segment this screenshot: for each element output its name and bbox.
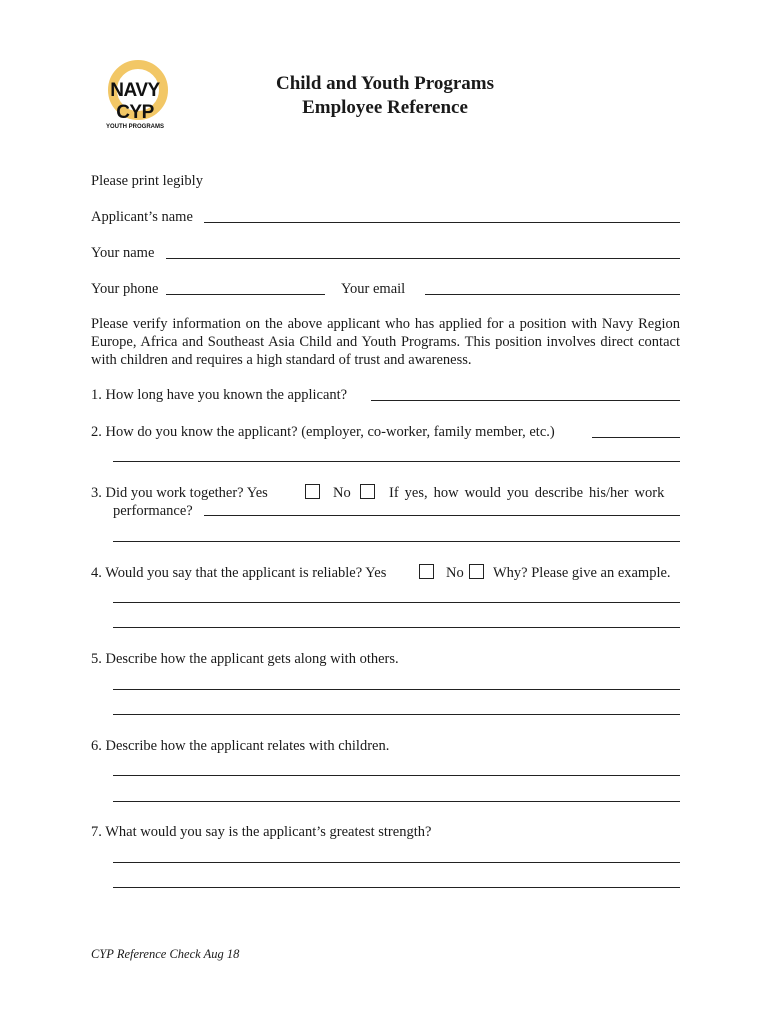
q4-yes-checkbox[interactable]: [419, 564, 434, 579]
answer-6-line-1[interactable]: [113, 775, 680, 776]
your-phone-field[interactable]: [166, 294, 325, 295]
page-title: [0, 72, 770, 120]
your-name-label: Your name: [91, 245, 155, 261]
q4-no-label: No: [446, 565, 464, 581]
intro-paragraph: Please verify information on the above applicant who has applied for a position with Navy Region Europe, Africa and Southeast Asia Child and Youth Programs. This position involves direct contact with children and requires a high standard of trust and awareness.: [91, 316, 680, 368]
q3-no-checkbox[interactable]: [360, 484, 375, 499]
q3-no-label: No: [333, 485, 351, 501]
question-4: 4. Would you say that the applicant is reliable? Yes: [91, 565, 387, 581]
answer-4-line-2[interactable]: [113, 627, 680, 628]
answer-4-line-1[interactable]: [113, 602, 680, 603]
question-7: 7. What would you say is the applicant’s greatest strength?: [91, 824, 432, 840]
question-3: 3. Did you work together? Yes: [91, 485, 268, 501]
applicant-name-label: Applicant’s name: [91, 209, 193, 225]
answer-3-field[interactable]: [204, 515, 680, 516]
applicant-name-field[interactable]: [204, 222, 680, 223]
answer-7-line-1[interactable]: [113, 862, 680, 863]
question-1: 1. How long have you known the applicant?: [91, 387, 348, 403]
question-3-performance: performance?: [113, 503, 193, 519]
logo-sub-text: YOUTH PROGRAMS: [105, 124, 164, 130]
your-name-field[interactable]: [166, 258, 680, 259]
title-line-2: Employee Reference: [302, 97, 468, 118]
title-line-1: Child and Youth Programs: [275, 73, 495, 94]
logo-brand-text: NAVY CYP: [110, 80, 160, 123]
answer-2-field[interactable]: [592, 437, 680, 438]
answer-3-line-2[interactable]: [113, 541, 680, 542]
your-email-field[interactable]: [425, 294, 680, 295]
answer-5-line-2[interactable]: [113, 714, 680, 715]
answer-2-line-2[interactable]: [113, 461, 680, 462]
question-3-followup: If yes, how would you describe his/her work: [389, 485, 665, 501]
answer-5-line-1[interactable]: [113, 689, 680, 690]
question-4-followup: Why? Please give an example.: [493, 565, 671, 581]
answer-6-line-2[interactable]: [113, 801, 680, 802]
q3-yes-checkbox[interactable]: [305, 484, 320, 499]
your-phone-label: Your phone: [91, 281, 159, 297]
question-2: 2. How do you know the applicant? (employer, co-worker, family member, etc.): [91, 424, 555, 440]
print-legibly-instruction: Please print legibly: [91, 173, 203, 189]
q4-no-checkbox[interactable]: [469, 564, 484, 579]
footer-form-id: CYP Reference Check Aug 18: [91, 947, 240, 961]
question-5: 5. Describe how the applicant gets along with others.: [91, 651, 399, 667]
answer-1-field[interactable]: [371, 400, 680, 401]
question-6: 6. Describe how the applicant relates with children.: [91, 738, 390, 754]
your-email-label: Your email: [341, 281, 406, 297]
answer-7-line-2[interactable]: [113, 887, 680, 888]
